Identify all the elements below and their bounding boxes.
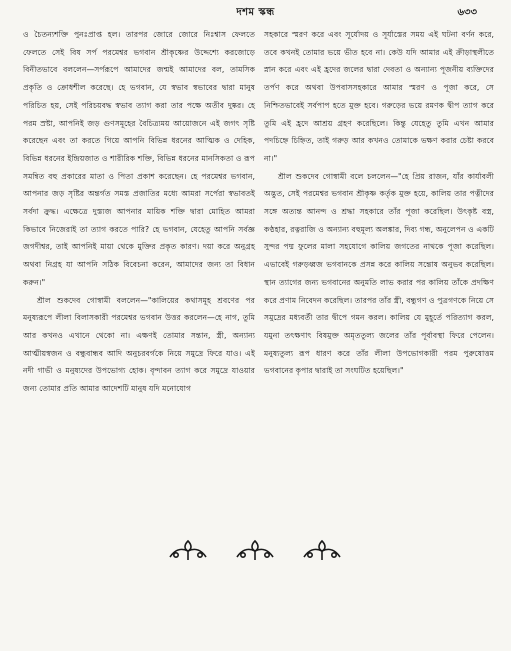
paragraph: ও চৈতন্যশক্তি পুনঃপ্রাপ্ত হল। তারপর জোরে জোরে নিঃশ্বাস ফেলতে ফেলতে সেই বিষ সর্প পরমেশ্বর ভগবান শ্রীকৃষ্ণের উদ্দেশ্যে করজোড়ে বিনীতভাবে বললেন—সর্পরূপে আমাদের জন্মই আমাদের বল, তামসিক প্রকৃতি ও ক্রোধশীল করেছে। হে ভগবান, যে স্বভাব স্বভাবের দ্বারা মানুষ পরিচিত হয়, সেই পরিচয়বদ্ধ স্বভাব ত্যাগ করা তার পক্ষে অতীব দুষ্কর। হে পরম স্রষ্টা, আপনিই জড় গুণসমূহের বৈচিত্র্যময় আয়োজনে এই জগৎ সৃষ্টি করেছেন এবং তা করতে গিয়ে আপনি বিভিন্ন ধরনের আত্মিক ও দেহিক, বিভিন্ন ধরনের ইন্দ্রিয়জাত ও শারীরিক শক্তি, বিভিন্ন ধরনের মানসিকতা ও রূপ সমন্বিত বহু প্রকারের মাতা ও পিতা প্রকাশ করেছেন। হে পরমেশ্বর ভগবান, আপনার জড় সৃষ্টির অন্তর্গত সমস্ত প্রজাতির মধ্যে আমরা সর্পেরা স্বভাবতই সর্বদা ক্রুদ্ধ। এক্ষেত্রে দুস্ত্যজ আপনার মায়িক শক্তি দ্বারা মোহিত আমরা কিভাবে নিজেরাই তা ত্যাগ করতে পারি? হে ভগবান, যেহেতু আপনি সর্বজ্ঞ জগদীশ্বর, তাই আপনিই মায়া থেকে মুক্তির প্রকৃত কারণ। দয়া করে অনুগ্রহ অথবা নিগ্রহ যা আপনি সঠিক বিবেচনা করেন, আমাদের জন্য তা বিধান করুন।" bbox=[23, 30, 255, 287]
page-number: ৬৩৩ bbox=[457, 7, 477, 18]
section-title: দশম স্কন্ধ bbox=[236, 7, 275, 18]
floral-ornament-icon bbox=[233, 537, 277, 563]
paragraph: শ্রীল শুকদেব গোস্বামী বললেন—"কালিয়ের কথাসমূহ শ্রবণের পর মনুষ্যরূপে লীলা বিলাসকারী পরমেশ্বর ভগবান উত্তর করলেন—হে নাগ, তুমি আর কখনও এখানে থেকো না। এক্ষণই তোমার সন্তান, স্ত্রী, অন্যান্য আত্মীয়স্বজন ও বন্ধুবান্ধব আদি অনুচরবর্গকে নিয়ে সমুদ্রে ফিরে যাও। এই নদী গাভী ও মনুষ্যদের উপভোগ্য হোক। বৃন্দাবন ত্যাগ করে সমুদ্রে যাওয়ার জন্য তোমার প্রতি আমার আদেশটি মানুষ যদি মনোযোগ bbox=[23, 295, 255, 394]
paragraph: শ্রীল শুকদেব গোস্বামী বলে চললেন—"হে প্রিয় রাজন, যাঁর কার্যাবলী অদ্ভুত, সেই পরমেশ্বর ভগবান শ্রীকৃষ্ণ কর্তৃক মুক্ত হয়ে, কালিয় তার পত্নীদের সঙ্গে অত্যন্ত আনন্দ ও শ্রদ্ধা সহকারে তাঁর পূজা করেছিল। উৎকৃষ্ট বস্ত্র, কণ্ঠহার, রত্নরাজি ও অন্যান্য বহুমূল্য অলঙ্কার, দিব্য গন্ধ, অনুলেপন ও একটি সুন্দর পদ্ম ফুলের মালা সহযোগে কালিয় জগতের নাথকে পূজা করেছিল। এভাবেই গরুড়ধ্বজ ভগবানকে প্রসন্ন করে কালিয় সন্তোষ অনুভব করেছিল। স্থান ত্যাগের জন্য ভগবানের অনুমতি লাভ করার পর কালিয় তাঁকে প্রদক্ষিণ করে প্রণাম নিবেদন করেছিল। তারপর তাঁর স্ত্রী, বন্ধুগণ ও পুত্রগণকে নিয়ে সে সমুদ্রের মধ্যবর্তী তার দ্বীপে গমন করল। কালিয় যে মুহূর্তে পরিত্যাগ করল, যমুনা তৎক্ষণাৎ বিষমুক্ত অমৃততুল্য জলের তাঁর পূর্বাবস্থা ফিরে পেলেন। মনুষ্যতুল্য রূপ ধারণ করে তাঁর লীলা উপভোগকারী পরম পুরুষোত্তম ভগবানের কৃপার দ্বারাই তা সংঘটিত হয়েছিল।" bbox=[264, 171, 494, 376]
floral-ornament-icon bbox=[166, 537, 210, 563]
right-column bbox=[264, 26, 494, 380]
paragraph: সহকারে স্মরণ করে এবং সূর্যোদয় ও সূর্যাস্তের সময় এই ঘটনা বর্ণন করে, তবে কখনই তোমার ভয়ে ভীত হবে না। কেউ যদি আমার এই ক্রীড়াস্থলীতে স্নান করে এবং এই হ্রদের জলের দ্বারা দেবতা ও অন্যান্য পূজনীয় ব্যক্তিদের তর্পণ করে অথবা উপবাসসহকারে আমার স্মরণ ও পূজা করে, সে নিশ্চিতভাবেই সর্বপাপ হতে মুক্ত হবে। গরুড়ের ভয়ে রমণক দ্বীপ ত্যাগ করে তুমি এই হ্রদে আশ্রয় গ্রহণ করেছিলে। কিন্তু যেহেতু তুমি এখন আমার পদচিহ্নে চিহ্নিত, তাই গরুড় আর কখনও তোমাকে ভক্ষণ করার চেষ্টা করবে না।" bbox=[264, 30, 494, 163]
page-header bbox=[0, 2, 511, 24]
end-ornaments bbox=[0, 537, 511, 567]
left-column bbox=[23, 26, 255, 398]
floral-ornament-icon bbox=[300, 537, 344, 563]
